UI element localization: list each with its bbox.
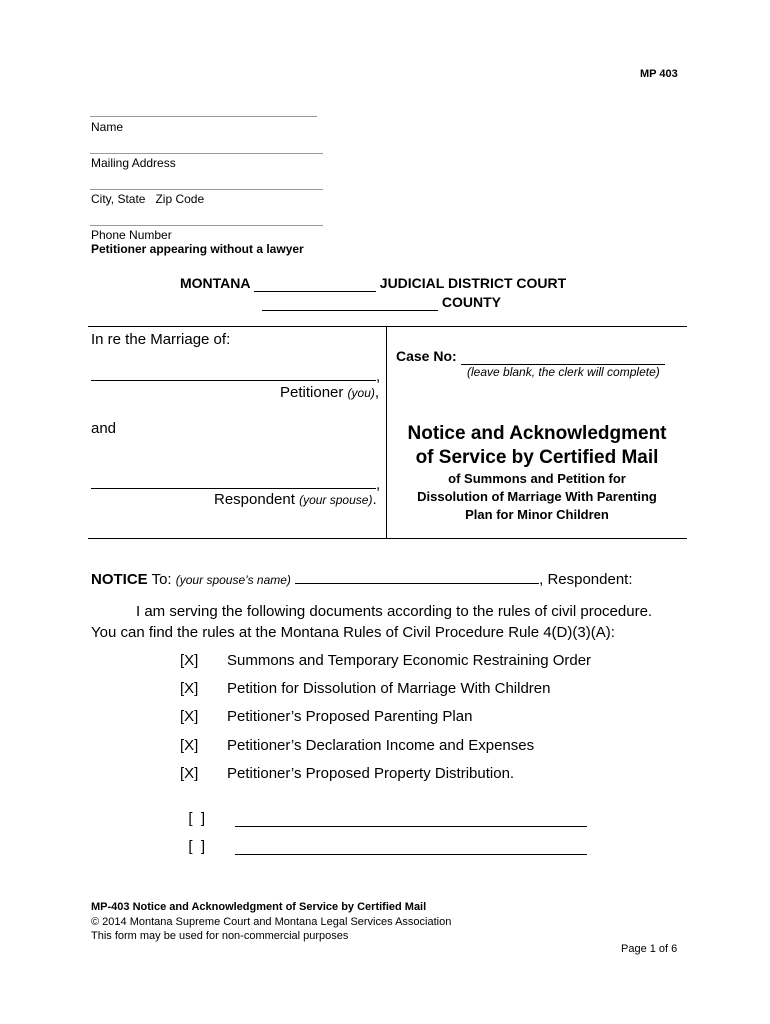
notice-spouse-note: (your spouse’s name) — [175, 573, 291, 587]
document-label-2: Petition for Dissolution of Marriage With Children — [227, 680, 551, 697]
document-item-2 — [180, 680, 600, 697]
document-blank-7[interactable] — [235, 840, 587, 855]
respondent-label: Respondent — [214, 491, 295, 508]
notice-label: NOTICE — [91, 571, 148, 588]
caption-bottom-rule — [88, 538, 687, 539]
document-item-7 — [180, 821, 600, 855]
petitioner-note: Petitioner appearing without a lawyer — [91, 242, 304, 256]
case-no-label: Case No: — [396, 348, 457, 364]
document-checkbox-1[interactable]: [X] — [180, 652, 199, 669]
phone-label: Phone Number — [91, 228, 172, 242]
case-no-note: (leave blank, the clerk will complete) — [467, 365, 660, 379]
footer-usage: This form may be used for non-commercial purposes — [91, 930, 349, 942]
petitioner-line — [91, 366, 380, 385]
form-title-line-2: of Service by Certified Mail — [415, 447, 659, 468]
document-item-5 — [180, 765, 600, 782]
document-checkbox-3[interactable]: [X] — [180, 708, 199, 725]
footer-title: MP-403 Notice and Acknowledgment of Service by Certified Mail — [91, 901, 427, 913]
document-checkbox-7[interactable]: [ ] — [188, 838, 206, 855]
case-no-blank[interactable] — [461, 348, 665, 365]
form-title-line-1: Notice and Acknowledgment — [407, 423, 667, 444]
county-blank[interactable] — [262, 294, 438, 311]
footer-copyright: © 2014 Montana Supreme Court and Montana Legal Services Association — [91, 916, 452, 928]
phone-line[interactable] — [90, 225, 323, 226]
form-subtitle-line-1: of Summons and Petition for — [448, 471, 626, 486]
form-subtitle-line-3: Plan for Minor Children — [465, 507, 609, 522]
court-line-1 — [180, 275, 566, 292]
respondent-spouse-note: (your spouse) — [299, 493, 373, 507]
document-item-3 — [180, 708, 600, 725]
respondent-label-row — [214, 491, 377, 508]
document-label-1: Summons and Temporary Economic Restraining Order — [227, 652, 592, 669]
mailing-address-label: Mailing Address — [91, 156, 176, 170]
petitioner-label-row — [280, 384, 379, 401]
respondent-comma: , — [376, 476, 381, 493]
spouse-name-blank[interactable] — [295, 569, 539, 584]
caption-divider — [386, 326, 387, 538]
notice-row — [91, 569, 633, 588]
document-label-5: Petitioner’s Proposed Property Distribution. — [227, 765, 515, 782]
court-state: MONTANA — [180, 275, 250, 291]
document-checkbox-2[interactable]: [X] — [180, 680, 199, 697]
intro-line-2: You can find the rules at the Montana Rules of Civil Procedure Rule 4(D)(3)(A): — [91, 624, 615, 641]
in-re-label: In re the Marriage of: — [91, 331, 231, 348]
form-number: MP 403 — [640, 68, 678, 80]
court-line-2 — [262, 294, 501, 311]
and-label: and — [91, 420, 117, 437]
caption-top-rule — [88, 326, 687, 327]
mailing-address-line[interactable] — [90, 153, 323, 154]
respondent-name-blank[interactable] — [91, 474, 376, 489]
document-checkbox-6[interactable]: [ ] — [188, 810, 206, 827]
document-checkbox-5[interactable]: [X] — [180, 765, 199, 782]
petitioner-name-blank[interactable] — [91, 366, 376, 381]
court-county: COUNTY — [441, 294, 502, 310]
notice-respondent: , Respondent: — [539, 571, 633, 588]
form-subtitle-line-2: Dissolution of Marriage With Parenting — [417, 489, 657, 504]
intro-line-1: I am serving the following documents according to the rules of civil procedure. — [136, 603, 653, 620]
name-label: Name — [91, 120, 124, 134]
city-state-zip-line[interactable] — [90, 189, 323, 190]
petitioner-comma: , — [376, 368, 381, 385]
respondent-period: . — [372, 491, 377, 508]
petitioner-you-note: (you) — [347, 386, 375, 400]
case-no-row — [396, 348, 665, 365]
name-line[interactable] — [90, 116, 317, 117]
page-number: Page 1 of 6 — [621, 943, 678, 955]
city-state-zip-label: City, State Zip Code — [91, 192, 205, 206]
document-checkbox-4[interactable]: [X] — [180, 737, 199, 754]
notice-to: To: — [151, 571, 172, 588]
document-item-4 — [180, 737, 600, 754]
petitioner-label: Petitioner — [280, 384, 344, 401]
document-item-1 — [180, 652, 600, 669]
document-label-4: Petitioner’s Declaration Income and Expenses — [227, 737, 535, 754]
document-label-3: Petitioner’s Proposed Parenting Plan — [227, 708, 473, 725]
petitioner-trailing-comma: , — [374, 384, 380, 401]
court-district: JUDICIAL DISTRICT COURT — [379, 275, 567, 291]
district-blank[interactable] — [254, 275, 376, 292]
